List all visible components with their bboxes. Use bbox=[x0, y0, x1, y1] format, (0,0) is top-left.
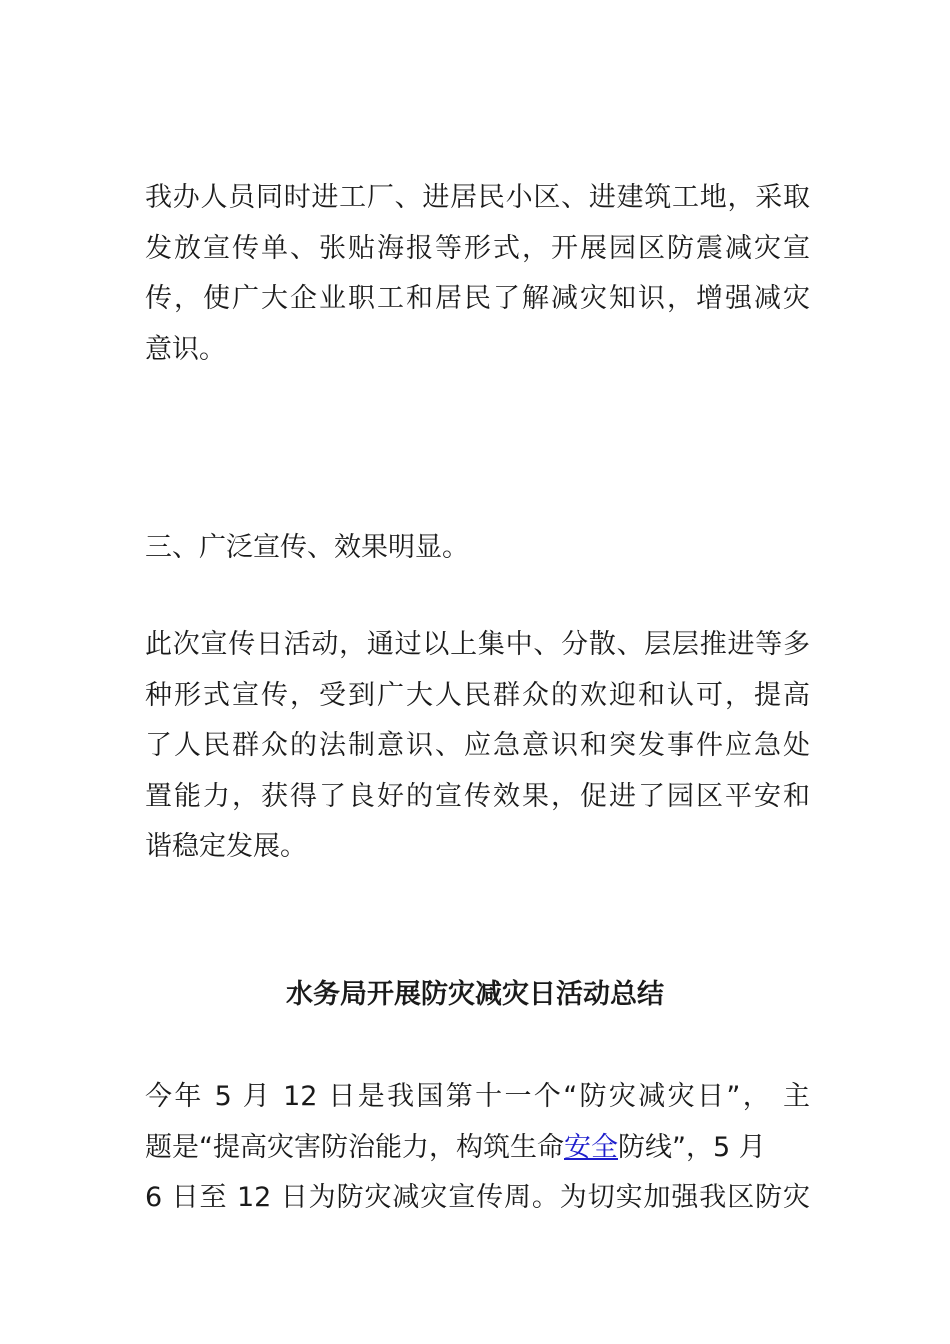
text-line: 意识。 bbox=[145, 333, 226, 365]
text-line: 我办人员同时进工厂、进居民小区、进建筑工地，采取 bbox=[145, 182, 810, 213]
paragraph-publicity-methods bbox=[145, 173, 810, 375]
section-heading-text: 三、广泛宣传、效果明显。 bbox=[145, 532, 469, 563]
text-line-with-link bbox=[145, 1123, 810, 1174]
article-title: 水务局开展防灾减灾日活动总结 bbox=[286, 979, 664, 1010]
text-line: 发放宣传单、张贴海报等形式，开展园区防震减灾宣 bbox=[145, 232, 810, 264]
text-line: 此次宣传日活动，通过以上集中、分散、层层推进等多 bbox=[145, 629, 810, 660]
text-line: 谐稳定发展。 bbox=[145, 831, 307, 862]
text-line: 6 日至 12 日为防灾减灾宣传周。为切实加强我区防灾 bbox=[145, 1182, 810, 1213]
text-segment: 防线”，5 月 bbox=[618, 1131, 766, 1163]
section-heading bbox=[145, 523, 810, 574]
paragraph-intro bbox=[145, 1072, 810, 1224]
text-line: 种形式宣传，受到广大人民群众的欢迎和认可，提高 bbox=[145, 679, 810, 711]
paragraph-results bbox=[145, 620, 810, 873]
text-line: 了人民群众的法制意识、应急意识和突发事件应急处 bbox=[145, 730, 810, 761]
text-line: 今年 5 月 12 日是我国第十一个“防灾减灾日”， 主 bbox=[145, 1081, 810, 1112]
text-segment: 题是“提高灾害防治能力，构筑生命 bbox=[145, 1131, 564, 1163]
text-line: 传，使广大企业职工和居民了解减灾知识，增强减灾 bbox=[145, 283, 810, 314]
text-line: 置能力，获得了良好的宣传效果，促进了园区平安和 bbox=[145, 780, 810, 812]
safety-link[interactable]: 安全 bbox=[564, 1131, 618, 1163]
